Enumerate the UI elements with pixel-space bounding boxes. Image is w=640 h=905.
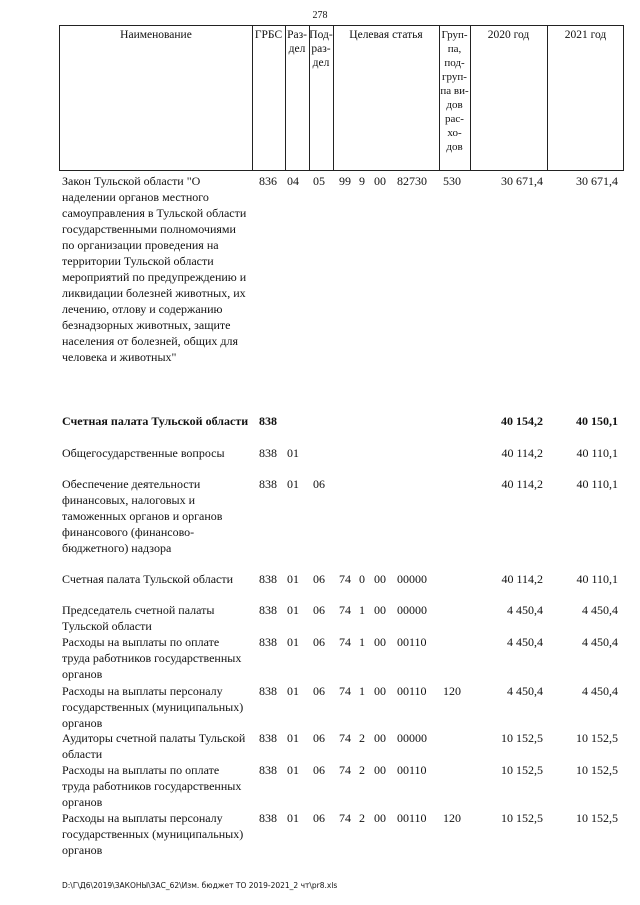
- row-cell-y2021: 10 152,5: [576, 731, 618, 745]
- row-cell-rz: 01: [287, 446, 299, 460]
- header-podrazdel: Под- раз- дел: [309, 29, 333, 69]
- row-cell-grbs: 838: [259, 811, 277, 825]
- row-cell-y2020: 40 114,2: [501, 446, 543, 460]
- row-name: Счетная палата Тульской области: [62, 414, 249, 428]
- row-cell-y2020: 40 114,2: [501, 477, 543, 491]
- row-cell-t4: 00000: [397, 731, 427, 745]
- row-cell-t4: 00110: [397, 684, 427, 698]
- row-cell-pr: 06: [313, 731, 325, 745]
- row-cell-t3: 00: [374, 174, 386, 188]
- row-name: Счетная палата Тульской области: [62, 572, 234, 586]
- row-cell-pr: 06: [313, 477, 325, 491]
- row-name: Расходы на выплаты по оплате труда работников государственных органов: [62, 763, 242, 809]
- row-cell-t4: 00000: [397, 572, 427, 586]
- row-cell-t2: 2: [359, 811, 365, 825]
- row-cell-grbs: 838: [259, 731, 277, 745]
- header-2020: 2020 год: [487, 29, 530, 41]
- row-name: Аудиторы счетной палаты Тульской области: [62, 731, 246, 761]
- row-cell-t4: 00110: [397, 635, 427, 649]
- row-cell-y2021: 40 110,1: [576, 572, 618, 586]
- row-cell-t3: 00: [374, 572, 386, 586]
- row-cell-rz: 01: [287, 572, 299, 586]
- row-cell-rz: 01: [287, 603, 299, 617]
- row-cell-y2021: 4 450,4: [582, 603, 618, 617]
- row-cell-t4: 00110: [397, 763, 427, 777]
- row-cell-grbs: 836: [259, 174, 277, 188]
- row-cell-t1: 74: [339, 572, 351, 586]
- row-cell-vr: 120: [443, 811, 461, 825]
- page-number: 278: [312, 10, 328, 21]
- row-cell-y2020: 30 671,4: [501, 174, 543, 188]
- row-cell-t3: 00: [374, 635, 386, 649]
- row-cell-grbs: 838: [259, 635, 277, 649]
- header-2021: 2021 год: [564, 29, 607, 41]
- row-name: Расходы на выплаты персоналу государственных (муниципальных) органов: [62, 811, 244, 857]
- row-cell-grbs: 838: [259, 763, 277, 777]
- row-cell-rz: 01: [287, 684, 299, 698]
- row-cell-y2020: 4 450,4: [507, 603, 543, 617]
- row-cell-y2020: 4 450,4: [507, 635, 543, 649]
- row-cell-rz: 01: [287, 731, 299, 745]
- row-name: Общегосударственные вопросы: [62, 446, 225, 460]
- row-cell-pr: 06: [313, 572, 325, 586]
- row-cell-y2020: 10 152,5: [501, 763, 543, 777]
- row-cell-t2: 0: [359, 572, 365, 586]
- row-cell-rz: 04: [287, 174, 299, 188]
- row-cell-pr: 06: [313, 763, 325, 777]
- row-cell-t2: 2: [359, 763, 365, 777]
- row-name: Закон Тульской области "О наделении органов местного самоуправления в Тульской области государственными полномочиями по организации проведения на территории Тульской области мероприятий по предупреждению и ликвидации болезней животных, их лечению, отлову и содержанию безнадзорных животных, защите населения от болезней, общих для человека и животных": [62, 174, 247, 364]
- row-cell-pr: 06: [313, 811, 325, 825]
- row-cell-y2021: 4 450,4: [582, 684, 618, 698]
- file-path-footer: D:\Г\Д6\2019\ЗАКОНЫ\ЗАС_62\Изм. бюджет ТО 2019-2021_2 чт\pr8.xls: [62, 881, 338, 890]
- row-cell-t4: 00110: [397, 811, 427, 825]
- row-cell-y2021: 10 152,5: [576, 811, 618, 825]
- row-cell-y2020: 10 152,5: [501, 811, 543, 825]
- row-cell-pr: 05: [313, 174, 325, 188]
- row-cell-t3: 00: [374, 763, 386, 777]
- row-cell-t3: 00: [374, 811, 386, 825]
- row-cell-t2: 1: [359, 635, 365, 649]
- row-cell-y2021: 40 110,1: [576, 477, 618, 491]
- row-cell-t2: 1: [359, 603, 365, 617]
- row-name: Расходы на выплаты по оплате труда работников государственных органов: [62, 635, 242, 681]
- row-cell-t1: 74: [339, 603, 351, 617]
- row-cell-t1: 74: [339, 763, 351, 777]
- header-gruppa-vidov-raskhodov: Груп- па, под- груп- па ви- дов рас- хо- дов: [440, 29, 469, 153]
- header-razdel: Раз- дел: [287, 29, 307, 55]
- row-cell-grbs: 838: [259, 603, 277, 617]
- row-cell-y2021: 30 671,4: [576, 174, 618, 188]
- row-name: Расходы на выплаты персоналу государственных (муниципальных) органов: [62, 684, 244, 730]
- table-header: [59, 25, 624, 171]
- row-cell-t2: 1: [359, 684, 365, 698]
- row-cell-t2: 2: [359, 731, 365, 745]
- row-cell-grbs: 838: [259, 572, 277, 586]
- row-cell-y2021: 40 150,1: [576, 414, 618, 428]
- header-grbs: ГРБС: [254, 29, 283, 41]
- row-cell-rz: 01: [287, 477, 299, 491]
- row-cell-pr: 06: [313, 635, 325, 649]
- row-cell-t1: 74: [339, 811, 351, 825]
- row-cell-t3: 00: [374, 603, 386, 617]
- header-tselevaya-statya: Целевая статья: [349, 29, 423, 41]
- row-cell-grbs: 838: [259, 446, 277, 460]
- row-cell-grbs: 838: [259, 414, 277, 428]
- row-cell-t1: 74: [339, 635, 351, 649]
- row-cell-pr: 06: [313, 684, 325, 698]
- row-cell-t4: 82730: [397, 174, 427, 188]
- row-cell-t1: 99: [339, 174, 351, 188]
- row-cell-y2021: 10 152,5: [576, 763, 618, 777]
- row-cell-rz: 01: [287, 635, 299, 649]
- row-cell-t1: 74: [339, 684, 351, 698]
- row-cell-grbs: 838: [259, 477, 277, 491]
- row-cell-t3: 00: [374, 684, 386, 698]
- row-cell-t1: 74: [339, 731, 351, 745]
- row-cell-t2: 9: [359, 174, 365, 188]
- row-cell-y2020: 40 114,2: [501, 572, 543, 586]
- row-cell-t4: 00000: [397, 603, 427, 617]
- header-name: Наименование: [120, 29, 192, 41]
- row-cell-grbs: 838: [259, 684, 277, 698]
- row-cell-rz: 01: [287, 763, 299, 777]
- row-cell-vr: 120: [443, 684, 461, 698]
- row-cell-y2021: 40 110,1: [576, 446, 618, 460]
- row-name: Председатель счетной палаты Тульской области: [62, 603, 215, 633]
- row-cell-rz: 01: [287, 811, 299, 825]
- row-cell-t3: 00: [374, 731, 386, 745]
- row-cell-y2020: 10 152,5: [501, 731, 543, 745]
- row-cell-pr: 06: [313, 603, 325, 617]
- row-cell-y2021: 4 450,4: [582, 635, 618, 649]
- row-cell-y2020: 40 154,2: [501, 414, 543, 428]
- row-cell-vr: 530: [443, 174, 461, 188]
- row-name: Обеспечение деятельности финансовых, налоговых и таможенных органов и органов финансового (финансово-бюджетного) надзора: [62, 477, 223, 555]
- row-cell-y2020: 4 450,4: [507, 684, 543, 698]
